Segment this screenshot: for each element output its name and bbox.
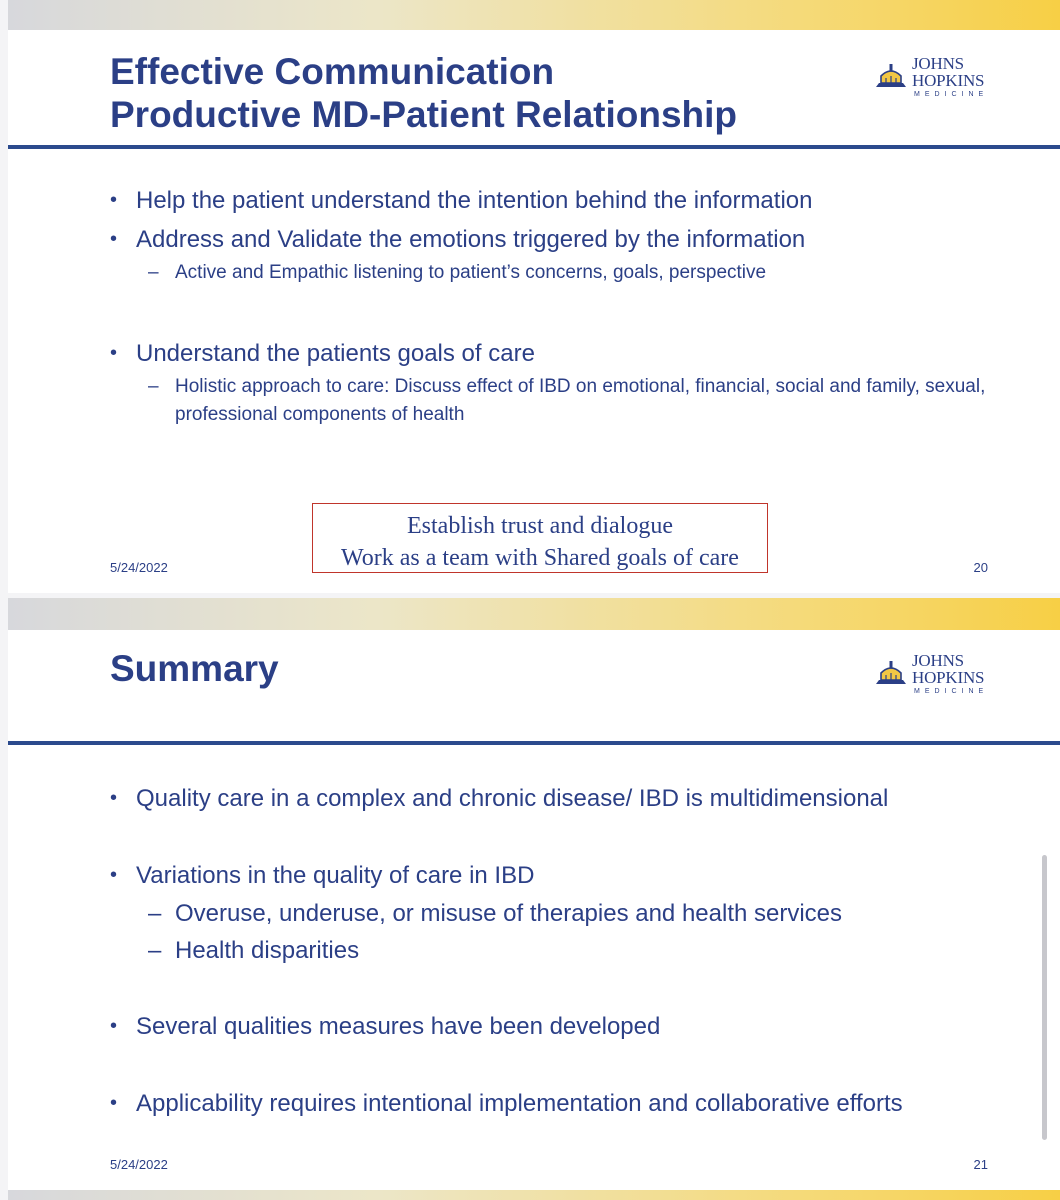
logo-subtitle: MEDICINE	[914, 90, 989, 98]
bullet-item: • Several qualities measures have been developed	[108, 1007, 1020, 1046]
hopkins-dome-icon	[874, 659, 908, 687]
slide-date: 5/24/2022	[110, 560, 168, 575]
bullet-item: • Quality care in a complex and chronic disease/ IBD is multidimensional	[108, 779, 1020, 818]
slide-footer-band	[8, 1190, 1060, 1200]
slide-20	[8, 0, 1060, 593]
johns-hopkins-logo	[874, 53, 1034, 98]
logo-subtitle: MEDICINE	[914, 687, 989, 695]
hopkins-dome-icon	[874, 62, 908, 90]
sub-bullet-item: – Health disparities	[108, 932, 1020, 969]
bullet-item: • Address and Validate the emotions triggered by the information	[108, 220, 1020, 259]
slide-number: 20	[973, 560, 988, 575]
callout-box	[312, 503, 768, 573]
callout-line-1: Establish trust and dialogue	[407, 513, 673, 539]
slide-header-band	[8, 598, 1060, 630]
slide-title	[110, 50, 737, 136]
slide-header-band	[8, 0, 1060, 30]
bullet-item: • Variations in the quality of care in IBD	[108, 856, 1020, 895]
slide-date: 5/24/2022	[110, 1157, 168, 1172]
vertical-scrollbar[interactable]	[1042, 855, 1047, 1140]
sub-bullet-item: – Overuse, underuse, or misuse of therapies and health services	[108, 895, 1020, 932]
bullet-list	[108, 779, 1020, 1123]
logo-wordmark: JOHNS HOPKINS	[912, 650, 985, 687]
logo-wordmark: JOHNS HOPKINS	[912, 53, 985, 90]
bullet-item: • Applicability requires intentional implementation and collaborative efforts	[108, 1084, 1020, 1123]
sub-bullet-item: – Holistic approach to care: Discuss effect of IBD on emotional, financial, social and family, sexual, professional components of health	[108, 373, 1020, 429]
slide-21	[8, 598, 1060, 1200]
slide-title-line-1: Effective Communication	[110, 51, 555, 92]
callout-line-2: Work as a team with Shared goals of care	[341, 545, 739, 571]
title-divider	[8, 145, 1060, 149]
bullet-item: • Understand the patients goals of care	[108, 334, 1020, 373]
slide-title-line-2: Productive MD-Patient Relationship	[110, 94, 738, 135]
bullet-item: • Help the patient understand the intention behind the information	[108, 181, 1020, 220]
slide-number: 21	[973, 1157, 988, 1172]
slide-title: Summary	[110, 648, 279, 689]
sub-bullet-item: – Active and Empathic listening to patient’s concerns, goals, perspective	[108, 259, 1020, 287]
bullet-list	[108, 181, 1020, 429]
title-divider	[8, 741, 1060, 745]
johns-hopkins-logo	[874, 650, 1034, 695]
